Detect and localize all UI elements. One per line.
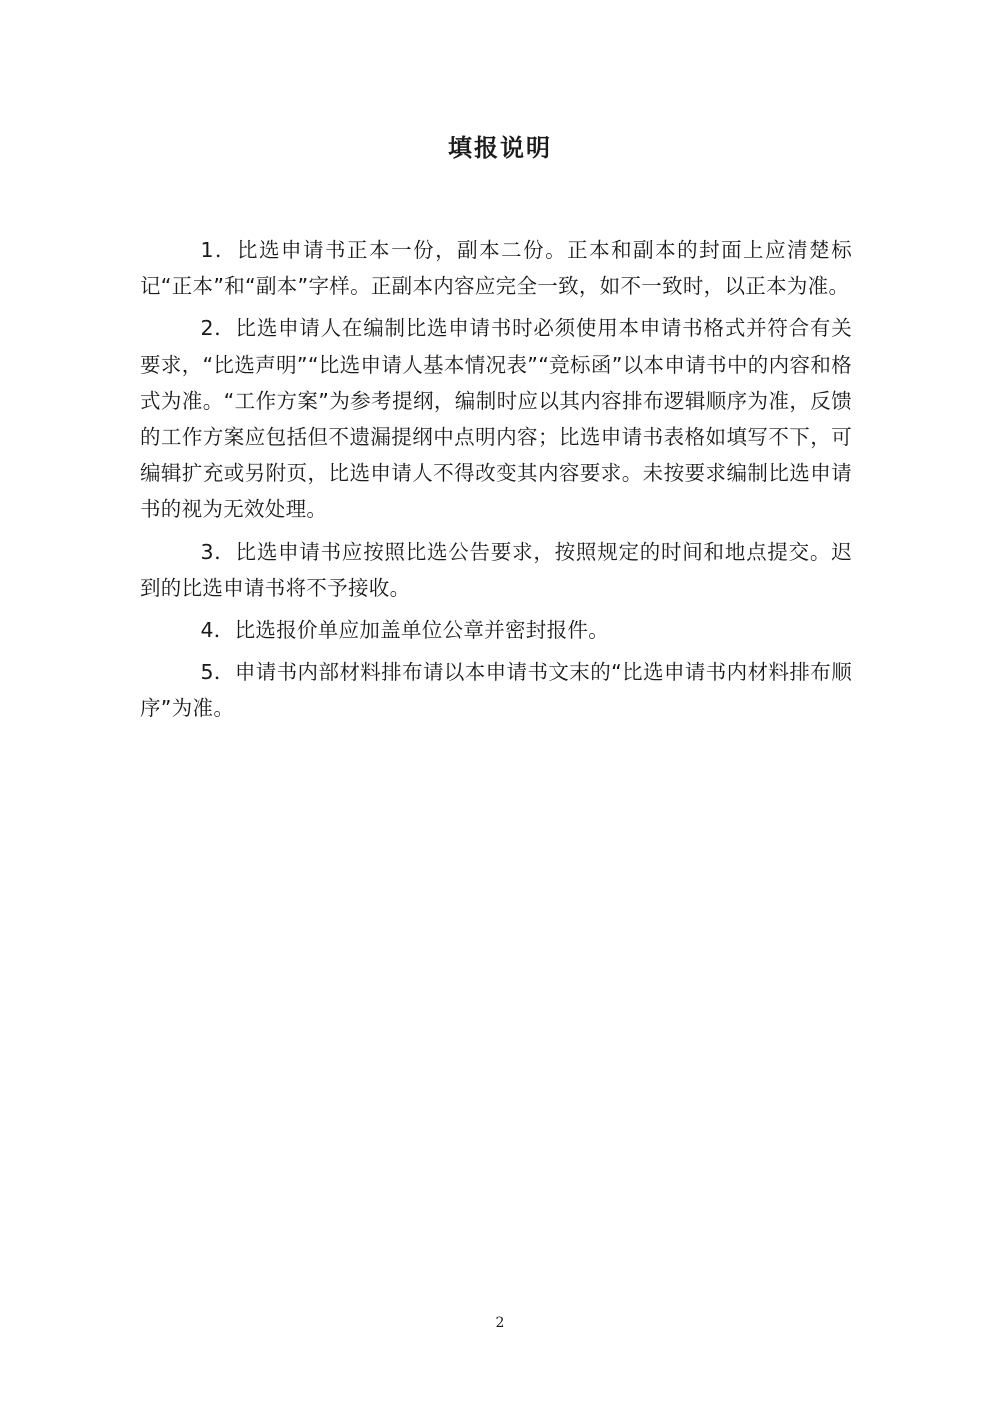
- page-title: 填报说明: [448, 134, 552, 162]
- paragraph-1: 1．比选申请书正本一份，副本二份。正本和副本的封面上应清楚标记“正本”和“副本”字样。正副本内容应完全一致，如不一致时，以正本为准。: [140, 238, 852, 299]
- page-number: 2: [495, 1315, 505, 1331]
- paragraph-5: 5．申请书内部材料排布请以本申请书文末的“比选申请书内材料排布顺序”为准。: [140, 660, 852, 721]
- instructions-body: [140, 232, 852, 733]
- paragraph-2: 2．比选申请人在编制比选申请书时必须使用本申请书格式并符合有关要求，“比选声明”“比选申请人基本情况表”“竞标函”以本申请书中的内容和格式为准。“工作方案”为参考提纲，编制时应以其内容排布逻辑顺序为准，反馈的工作方案应包括但不遗漏提纲中点明内容；比选申请书表格如填写不下，可编辑扩充或另附页，比选申请人不得改变其内容要求。未按要求编制比选申请书的视为无效处理。: [140, 316, 852, 522]
- paragraph-4: 4．比选报价单应加盖单位公章并密封报件。: [200, 618, 610, 643]
- paragraph-3: 3．比选申请书应按照比选公告要求，按照规定的时间和地点提交。迟到的比选申请书将不予接收。: [140, 539, 852, 600]
